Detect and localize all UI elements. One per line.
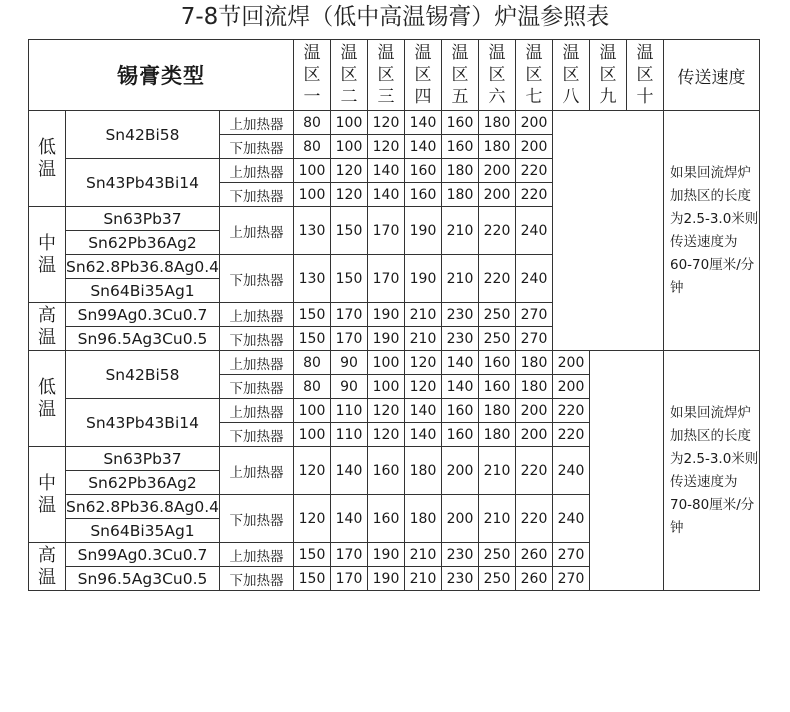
zone-header-char: 八: [562, 87, 580, 107]
paste-type-header: 锡膏类型: [29, 40, 294, 111]
zone-header-char: 六: [488, 87, 506, 107]
alloy-sn62: Sn62Pb36Ag2: [66, 471, 220, 495]
zone-header-char: 区: [377, 65, 395, 85]
zone-temp: 270: [516, 303, 553, 327]
zone-temp: 100: [331, 135, 368, 159]
empty-zone-area: [590, 351, 664, 591]
zone-temp: 200: [516, 399, 553, 423]
zone-temp: 140: [331, 447, 368, 495]
group-char: 高: [38, 544, 56, 566]
zone-temp: 190: [368, 327, 405, 351]
zone-temp: 160: [479, 375, 516, 399]
zone-temp: 220: [553, 399, 590, 423]
zone-temp: 200: [516, 111, 553, 135]
zone-temp: 200: [479, 183, 516, 207]
zone-temp: 170: [331, 567, 368, 591]
zone-header-char: 温: [488, 43, 506, 63]
zone-header-char: 区: [599, 65, 617, 85]
zone-temp: 120: [368, 399, 405, 423]
zone-temp: 250: [479, 327, 516, 351]
alloy-sn43: Sn43Pb43Bi14: [66, 399, 220, 447]
heater-upper: 上加热器: [220, 111, 294, 135]
zone-header-char: 区: [488, 65, 506, 85]
alloy-sn965: Sn96.5Ag3Cu0.5: [66, 327, 220, 351]
group-char: 温: [38, 254, 56, 276]
zone-temp: 110: [331, 399, 368, 423]
temp-group-high: [29, 543, 66, 591]
zone-header: [627, 40, 664, 111]
temp-group-mid: [29, 447, 66, 543]
zone-temp: 270: [553, 567, 590, 591]
zone-header-char: 十: [636, 87, 654, 107]
alloy-sn63: Sn63Pb37: [66, 207, 220, 231]
zone-temp: 140: [331, 495, 368, 543]
alloy-sn99: Sn99Ag0.3Cu0.7: [66, 543, 220, 567]
zone-header-char: 区: [451, 65, 469, 85]
zone-temp: 100: [368, 351, 405, 375]
zone-temp: 120: [294, 495, 331, 543]
zone-temp: 180: [516, 351, 553, 375]
zone-temp: 150: [331, 207, 368, 255]
temp-group-low: [29, 111, 66, 207]
zone-temp: 200: [442, 447, 479, 495]
group-char: 温: [38, 566, 56, 588]
zone-temp: 250: [479, 303, 516, 327]
zone-header-char: 四: [414, 87, 432, 107]
zone-header-char: 区: [525, 65, 543, 85]
zone-header: [331, 40, 368, 111]
zone-header-char: 区: [340, 65, 358, 85]
heater-lower: 下加热器: [220, 567, 294, 591]
zone-temp: 210: [479, 495, 516, 543]
temp-group-low: [29, 351, 66, 447]
zone-header-char: 区: [562, 65, 580, 85]
zone-temp: 120: [368, 423, 405, 447]
zone-temp: 160: [442, 399, 479, 423]
zone-temp: 230: [442, 567, 479, 591]
zone-temp: 190: [368, 303, 405, 327]
zone-header: [294, 40, 331, 111]
table-row: [29, 111, 760, 135]
zone-temp: 140: [368, 183, 405, 207]
alloy-sn62: Sn62Pb36Ag2: [66, 231, 220, 255]
zone-header-char: 温: [377, 43, 395, 63]
group-char: 温: [38, 494, 56, 516]
zone-temp: 160: [405, 159, 442, 183]
zone-temp: 180: [479, 135, 516, 159]
zone-temp: 120: [405, 351, 442, 375]
empty-zone-area: [553, 111, 664, 351]
zone-header-char: 九: [599, 87, 617, 107]
heater-upper: 上加热器: [220, 159, 294, 183]
zone-temp: 210: [442, 255, 479, 303]
alloy-sn64: Sn64Bi35Ag1: [66, 519, 220, 543]
zone-temp: 250: [479, 543, 516, 567]
zone-temp: 150: [294, 303, 331, 327]
zone-temp: 210: [442, 207, 479, 255]
zone-temp: 150: [331, 255, 368, 303]
zone-header-char: 区: [636, 65, 654, 85]
zone-temp: 250: [479, 567, 516, 591]
zone-temp: 260: [516, 567, 553, 591]
zone-temp: 270: [516, 327, 553, 351]
zone-header-char: 区: [303, 65, 321, 85]
zone-temp: 160: [368, 447, 405, 495]
group-char: 中: [38, 472, 56, 494]
zone-temp: 120: [405, 375, 442, 399]
zone-header: [368, 40, 405, 111]
zone-temp: 180: [405, 495, 442, 543]
zone-temp: 260: [516, 543, 553, 567]
alloy-sn42: Sn42Bi58: [66, 351, 220, 399]
zone-temp: 210: [405, 543, 442, 567]
heater-upper: 上加热器: [220, 351, 294, 375]
zone-temp: 220: [516, 159, 553, 183]
zone-temp: 90: [331, 375, 368, 399]
zone-temp: 160: [405, 183, 442, 207]
zone-header-char: 温: [340, 43, 358, 63]
zone-temp: 200: [553, 351, 590, 375]
zone-temp: 140: [405, 111, 442, 135]
group-char: 温: [38, 398, 56, 420]
zone-temp: 160: [442, 423, 479, 447]
heater-lower: 下加热器: [220, 423, 294, 447]
zone-header-char: 温: [636, 43, 654, 63]
zone-temp: 160: [442, 111, 479, 135]
group-char: 温: [38, 158, 56, 180]
zone-temp: 80: [294, 375, 331, 399]
group-char: 高: [38, 304, 56, 326]
zone-temp: 270: [553, 543, 590, 567]
alloy-sn64: Sn64Bi35Ag1: [66, 279, 220, 303]
alloy-sn628: Sn62.8Pb36.8Ag0.4: [66, 495, 220, 519]
zone-header-char: 一: [303, 87, 321, 107]
zone-header: [553, 40, 590, 111]
heater-lower: 下加热器: [220, 135, 294, 159]
zone-temp: 100: [294, 183, 331, 207]
zone-header: [516, 40, 553, 111]
zone-temp: 200: [553, 375, 590, 399]
zone-temp: 140: [368, 159, 405, 183]
alloy-sn42: Sn42Bi58: [66, 111, 220, 159]
zone-temp: 240: [553, 495, 590, 543]
zone-header-char: 七: [525, 87, 543, 107]
zone-header-char: 温: [562, 43, 580, 63]
heater-upper: 上加热器: [220, 399, 294, 423]
zone-temp: 200: [479, 159, 516, 183]
zone-temp: 140: [405, 423, 442, 447]
zone-temp: 220: [479, 207, 516, 255]
temp-group-high: [29, 303, 66, 351]
zone-temp: 120: [294, 447, 331, 495]
zone-temp: 220: [479, 255, 516, 303]
alloy-sn965: Sn96.5Ag3Cu0.5: [66, 567, 220, 591]
zone-temp: 210: [479, 447, 516, 495]
header-row: [29, 40, 760, 111]
alloy-sn63: Sn63Pb37: [66, 447, 220, 471]
zone-temp: 230: [442, 327, 479, 351]
zone-temp: 180: [442, 159, 479, 183]
zone-temp: 80: [294, 111, 331, 135]
zone-temp: 190: [368, 543, 405, 567]
heater-upper: 上加热器: [220, 207, 294, 255]
zone-header-char: 二: [340, 87, 358, 107]
zone-temp: 240: [516, 255, 553, 303]
zone-temp: 200: [442, 495, 479, 543]
table-row: [29, 351, 760, 375]
group-char: 中: [38, 232, 56, 254]
heater-upper: 上加热器: [220, 543, 294, 567]
zone-temp: 150: [294, 327, 331, 351]
zone-temp: 130: [294, 207, 331, 255]
zone-temp: 160: [368, 495, 405, 543]
zone-temp: 80: [294, 135, 331, 159]
zone-temp: 190: [405, 207, 442, 255]
zone-temp: 200: [516, 135, 553, 159]
zone-temp: 140: [442, 375, 479, 399]
zone-header-char: 温: [414, 43, 432, 63]
group-char: 温: [38, 326, 56, 348]
zone-temp: 100: [294, 423, 331, 447]
zone-temp: 230: [442, 303, 479, 327]
zone-temp: 120: [331, 183, 368, 207]
zone-temp: 140: [405, 135, 442, 159]
zone-temp: 100: [294, 399, 331, 423]
zone-temp: 180: [516, 375, 553, 399]
zone-temp: 170: [368, 207, 405, 255]
zone-temp: 180: [405, 447, 442, 495]
zone-temp: 210: [405, 567, 442, 591]
zone-temp: 110: [331, 423, 368, 447]
zone-header: [590, 40, 627, 111]
zone-temp: 150: [294, 543, 331, 567]
zone-header: [479, 40, 516, 111]
zone-header-char: 温: [525, 43, 543, 63]
zone-temp: 80: [294, 351, 331, 375]
zone-header: [405, 40, 442, 111]
zone-temp: 180: [479, 423, 516, 447]
heater-upper: 上加热器: [220, 447, 294, 495]
heater-lower: 下加热器: [220, 255, 294, 303]
page-title: 7-8节回流焊（低中高温锡膏）炉温参照表: [180, 4, 610, 30]
zone-temp: 220: [516, 495, 553, 543]
zone-temp: 190: [368, 567, 405, 591]
zone-temp: 150: [294, 567, 331, 591]
reflow-temperature-table: [28, 39, 760, 591]
zone-header: [442, 40, 479, 111]
zone-temp: 180: [479, 399, 516, 423]
alloy-sn43: Sn43Pb43Bi14: [66, 159, 220, 207]
zone-temp: 220: [553, 423, 590, 447]
zone-temp: 130: [294, 255, 331, 303]
heater-lower: 下加热器: [220, 183, 294, 207]
zone-temp: 220: [516, 447, 553, 495]
zone-temp: 100: [294, 159, 331, 183]
zone-header-char: 温: [451, 43, 469, 63]
zone-temp: 120: [331, 159, 368, 183]
zone-header-char: 三: [377, 87, 395, 107]
zone-temp: 240: [553, 447, 590, 495]
zone-temp: 170: [331, 543, 368, 567]
zone-header-char: 五: [451, 87, 469, 107]
zone-temp: 100: [331, 111, 368, 135]
zone-temp: 120: [368, 135, 405, 159]
zone-temp: 170: [368, 255, 405, 303]
zone-temp: 170: [331, 327, 368, 351]
group-char: 低: [38, 136, 56, 158]
zone-temp: 140: [442, 351, 479, 375]
zone-temp: 240: [516, 207, 553, 255]
zone-temp: 230: [442, 543, 479, 567]
zone-temp: 90: [331, 351, 368, 375]
heater-lower: 下加热器: [220, 327, 294, 351]
zone-temp: 140: [405, 399, 442, 423]
zone-temp: 170: [331, 303, 368, 327]
alloy-sn628: Sn62.8Pb36.8Ag0.4: [66, 255, 220, 279]
zone-temp: 180: [442, 183, 479, 207]
temp-group-mid: [29, 207, 66, 303]
zone-header-char: 温: [303, 43, 321, 63]
zone-temp: 190: [405, 255, 442, 303]
heater-upper: 上加热器: [220, 303, 294, 327]
zone-temp: 160: [442, 135, 479, 159]
heater-lower: 下加热器: [220, 495, 294, 543]
heater-lower: 下加热器: [220, 375, 294, 399]
alloy-sn99: Sn99Ag0.3Cu0.7: [66, 303, 220, 327]
zone-temp: 210: [405, 327, 442, 351]
zone-temp: 120: [368, 111, 405, 135]
zone-temp: 160: [479, 351, 516, 375]
zone-temp: 180: [479, 111, 516, 135]
zone-header-char: 区: [414, 65, 432, 85]
zone-temp: 210: [405, 303, 442, 327]
speed-note: 如果回流焊炉加热区的长度为2.5-3.0米则传送速度为60-70厘米/分钟: [664, 111, 760, 351]
speed-note: 如果回流焊炉加热区的长度为2.5-3.0米则传送速度为70-80厘米/分钟: [664, 351, 760, 591]
zone-temp: 200: [516, 423, 553, 447]
zone-temp: 220: [516, 183, 553, 207]
zone-temp: 100: [368, 375, 405, 399]
zone-header-char: 温: [599, 43, 617, 63]
group-char: 低: [38, 376, 56, 398]
speed-header: 传送速度: [664, 40, 760, 111]
